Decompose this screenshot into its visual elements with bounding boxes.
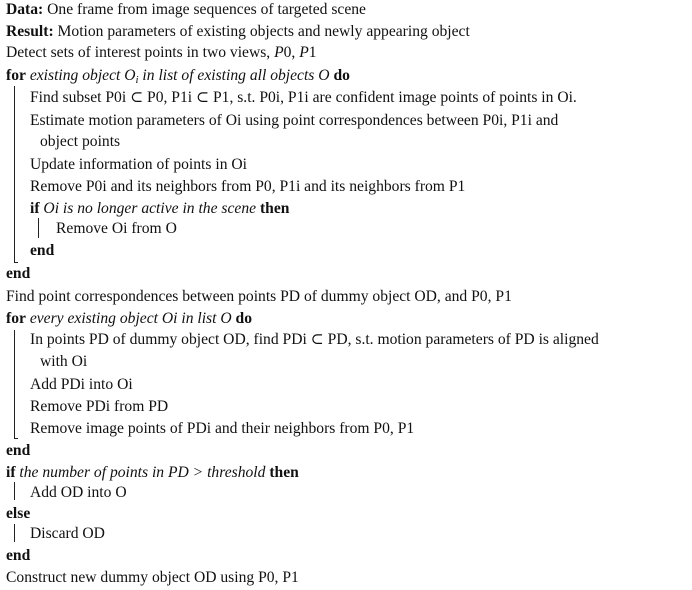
if1-header [30, 199, 289, 219]
for2-header [6, 309, 252, 329]
if2-cond: the number of points in PD > threshold [15, 464, 270, 481]
for2-end: end [6, 442, 31, 459]
for1-do-keyword: do [333, 67, 350, 84]
for1-cond-post: in list of existing all objects O [138, 67, 334, 84]
if1-cond: Oi is no longer active in the scene [39, 200, 260, 217]
for1-line-find-subset: Find subset P0i ⊂ P0, P1i ⊂ P1, s.t. P0i, P1i are confident image points of points in Oi. [30, 89, 577, 106]
for2-cond: every existing object Oi in list O [25, 310, 236, 327]
for2-line-find-pd: In points PD of dummy object OD, find PDi ⊂ PD, s.t. motion parameters of PD is aligned [30, 331, 599, 348]
for2-line-remove-image-points: Remove image points of PDi and their neighbors from P0, P1 [30, 420, 415, 437]
detect-text: Detect sets of interest points in two views, [6, 44, 275, 61]
for1-header [6, 66, 350, 86]
detect-line [6, 43, 317, 63]
for1-block-bar [14, 86, 15, 262]
detect-var-p2: P [299, 44, 309, 61]
data-line [6, 0, 366, 20]
for1-line-update: Update information of points in Oi [30, 156, 247, 173]
else-body-discard: Discard OD [30, 525, 105, 542]
for1-cond-pre: existing object O [25, 67, 136, 84]
for2-block-hook [14, 438, 18, 439]
if2-header [6, 463, 299, 483]
if1-block-bar [38, 218, 39, 238]
if1-keyword: if [30, 200, 40, 217]
for1-line-remove: Remove P0i and its neighbors from P0, P1i and its neighbors from P1 [30, 178, 466, 195]
result-label: Result: [6, 23, 54, 40]
else-block-bar [14, 524, 15, 542]
if1-end: end [30, 242, 55, 259]
for2-do-keyword: do [235, 310, 253, 327]
for2-line-add: Add PDi into Oi [30, 376, 133, 393]
for2-line-remove-pd: Remove PDi from PD [30, 398, 169, 415]
for2-keyword: for [6, 310, 26, 327]
detect-var-1: 1 [308, 44, 317, 61]
for1-end: end [6, 265, 31, 282]
if1-then-keyword: then [259, 200, 290, 217]
for1-line-estimate-cont: object points [40, 133, 121, 150]
if2-body-add: Add OD into O [30, 484, 127, 501]
construct-line: Construct new dummy object OD using P0, P1 [6, 569, 299, 586]
detect-var-0: 0, [283, 44, 300, 61]
data-text: One frame from image sequences of targeted scene [43, 1, 366, 18]
find-correspondences-line: Find point correspondences between points PD of dummy object OD, and P0, P1 [6, 288, 512, 305]
if2-keyword: if [6, 464, 16, 481]
detect-var-p: P [274, 44, 284, 61]
if2-block-bar [14, 482, 15, 500]
for1-line-estimate: Estimate motion parameters of Oi using point correspondences between P0i, P1i and [30, 112, 559, 129]
data-label: Data: [6, 1, 44, 18]
else-keyword: else [6, 505, 31, 522]
for2-line-find-pd-cont: with Oi [40, 353, 88, 370]
result-text: Motion parameters of existing objects and newly appearing object [53, 23, 470, 40]
if1-body-remove: Remove Oi from O [56, 220, 177, 237]
for1-keyword: for [6, 67, 26, 84]
if2-end: end [6, 547, 31, 564]
for2-block-bar [14, 330, 15, 438]
if2-then-keyword: then [269, 464, 299, 481]
result-line [6, 22, 470, 42]
for1-cond-sub: i [135, 74, 139, 86]
for1-block-hook [14, 262, 18, 263]
